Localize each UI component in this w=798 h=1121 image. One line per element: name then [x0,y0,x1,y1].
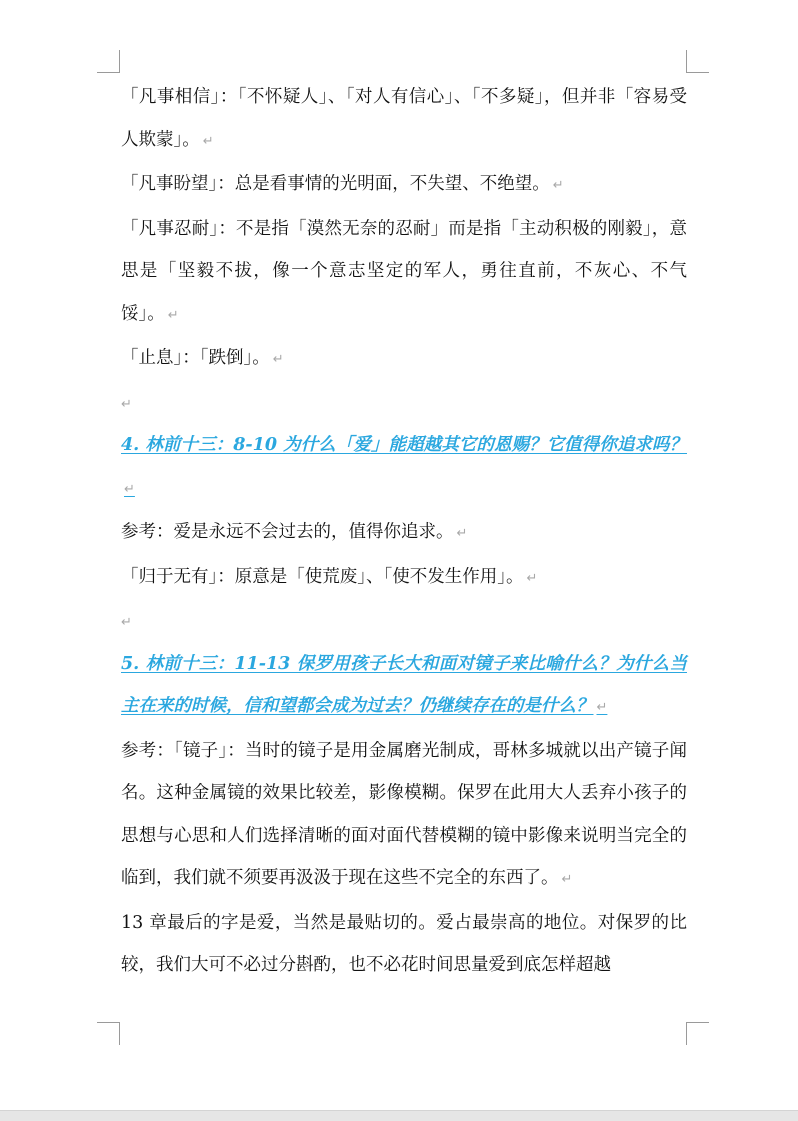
paragraph-text: 「凡事忍耐」：不是指「漠然无奈的忍耐」而是指「主动积极的刚毅」，意思是「坚毅不拔，像一个意志坚定的军人，勇往直前，不灰心、不气馁」。 [121,218,687,324]
paragraph-text: 参考：爱是永远不会过去的，值得你追求。 [121,522,454,542]
question-heading-5 [121,643,687,730]
paragraph-text: 「凡事相信」：「不怀疑人」、「对人有信心」、「不多疑」，但并非「容易受人欺蒙」。 [121,87,687,150]
crop-mark-bottom-left [97,1022,120,1045]
paragraph-vanish [121,556,687,601]
paragraph-chapter-13 [121,902,687,987]
paragraph-mark-icon: ↵ [552,178,564,193]
document-body[interactable] [121,76,687,987]
paragraph-mark-icon: ↵ [167,307,179,323]
paragraph-mark-icon: ↵ [121,396,132,412]
paragraph-text: 「归于无有」：原意是「使荒废」、「使不发生作用」。 [121,566,524,587]
paragraph-reference-mirror [121,730,687,902]
crop-mark-bottom-right [686,1022,709,1045]
paragraph-faith [121,76,687,163]
paragraph-reference-love [121,511,687,556]
paragraph-mark-icon: ↵ [596,700,608,715]
paragraph-endurance [121,208,687,338]
paragraph-mark-icon: ↵ [121,615,132,630]
paragraph-mark-icon: ↵ [124,481,135,497]
crop-mark-top-left [97,50,120,73]
paragraph-text: 13 章最后的字是爱，当然是最贴切的。爱占最崇高的地位。对保罗的比较，我们大可不必过分斟酌，也不必花时间思量爱到底怎样超越 [121,912,687,975]
paragraph-cease [121,337,687,382]
paragraph-hope [121,163,687,208]
crop-mark-top-right [686,50,709,73]
empty-paragraph [121,382,687,425]
question-heading-4 [121,424,687,511]
paragraph-text: 「凡事盼望」：总是看事情的光明面，不失望、不绝望。 [121,174,550,194]
paragraph-mark-icon: ↵ [526,570,538,586]
paragraph-text: 参考：「镜子」：当时的镜子是用金属磨光制成，哥林多城就以出产镜子闻名。这种金属镜的效果比较差，影像模糊。保罗在此用大人丢弃小孩子的思想与心思和人们选择清晰的面对面代替模糊的镜中影像来说明当完全的临到，我们就不须要再汲汲于现在这些不完全的东西了。 [121,740,687,888]
heading-text: 4. 林前十三：8-10 为什么「爱」能超越其它的恩赐？它值得你追求吗？ [121,435,687,455]
paragraph-mark-icon: ↵ [202,133,214,149]
empty-paragraph [121,600,687,643]
heading-text: 5. 林前十三：11-13 保罗用孩子长大和面对镜子来比喻什么？为什么当主在来的时候，信和望都会成为过去？仍继续存在的是什么？ [121,653,687,716]
paragraph-mark-icon: ↵ [561,872,573,887]
paragraph-mark-icon: ↵ [272,352,284,367]
status-bar-strip [0,1110,798,1121]
paragraph-text: 「止息」：「跌倒」。 [121,348,270,368]
paragraph-mark-icon: ↵ [456,526,468,541]
